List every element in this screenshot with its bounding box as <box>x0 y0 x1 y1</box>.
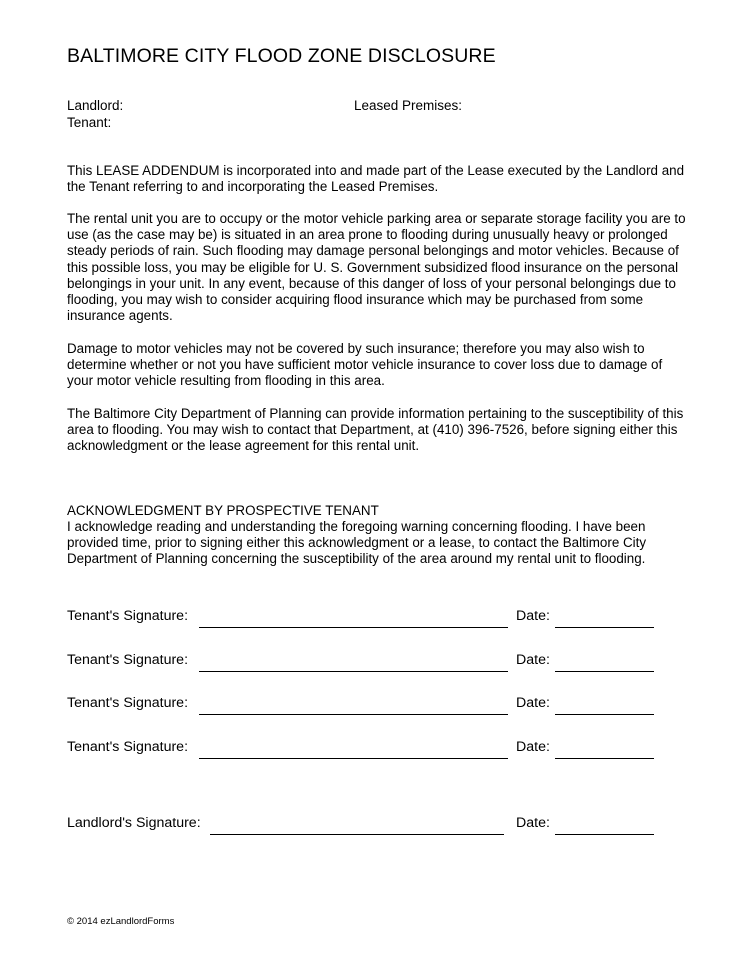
landlord-label: Landlord: <box>67 98 124 113</box>
date-line[interactable] <box>555 671 654 672</box>
landlord-signature-line[interactable] <box>210 834 504 835</box>
date-line[interactable] <box>555 758 654 759</box>
tenant-signature-row <box>67 652 667 672</box>
date-label: Date: <box>516 608 550 624</box>
tenant-signature-line[interactable] <box>199 758 508 759</box>
tenant-signature-line[interactable] <box>199 714 508 715</box>
date-label: Date: <box>516 695 550 711</box>
tenant-signature-row <box>67 739 667 759</box>
leased-premises-label: Leased Premises: <box>354 98 463 113</box>
paragraph-flood-risk: The rental unit you are to occupy or the motor vehicle parking area or separate storage facility you are to use (as the case may be) is situated in an area prone to flooding during unusually heavy or prolonged steady periods of rain. Such flooding may damage personal belongings and motor vehicles. Because of this possible loss, you may be eligible for U. S. Government subsidized flood insurance on the personal belongings in your unit. In any event, because of this danger of loss of your personal belongings due to flooding, you may wish to consider acquiring flood insurance which may be purchased from some insurance agents. <box>67 211 686 324</box>
date-label: Date: <box>516 739 550 755</box>
landlord-signature-label: Landlord's Signature: <box>67 815 201 831</box>
date-line[interactable] <box>555 834 654 835</box>
page-title: BALTIMORE CITY FLOOD ZONE DISCLOSURE <box>67 45 496 67</box>
landlord-signature-row <box>67 815 667 835</box>
date-label: Date: <box>516 815 550 831</box>
acknowledgment-text: I acknowledge reading and understanding the foregoing warning concerning flooding. I have been provided time, prior to signing either this acknowledgment or a lease, to contact the Baltimore City Department of Planning concerning the susceptibility of the area around my rental unit to flooding. <box>67 519 647 567</box>
paragraph-motor-vehicles: Damage to motor vehicles may not be covered by such insurance; therefore you may also wish to determine whether or not you have sufficient motor vehicle insurance to cover loss due to damage of your motor vehicle resulting from flooding in this area. <box>67 341 663 389</box>
date-line[interactable] <box>555 627 654 628</box>
tenant-signature-label: Tenant's Signature: <box>67 739 189 755</box>
tenant-signature-line[interactable] <box>199 627 508 628</box>
tenant-signature-row <box>67 695 667 715</box>
tenant-signature-label: Tenant's Signature: <box>67 652 189 668</box>
date-label: Date: <box>516 652 550 668</box>
copyright-footer: © 2014 ezLandlordForms <box>67 916 175 927</box>
tenant-signature-label: Tenant's Signature: <box>67 608 189 624</box>
tenant-signature-line[interactable] <box>199 671 508 672</box>
paragraph-addendum: This LEASE ADDENDUM is incorporated into and made part of the Lease executed by the Landlord and the Tenant referring to and incorporating the Leased Premises. <box>67 163 685 195</box>
tenant-signature-label: Tenant's Signature: <box>67 695 189 711</box>
date-line[interactable] <box>555 714 654 715</box>
paragraph-department-of-planning: The Baltimore City Department of Planning can provide information pertaining to the susceptibility of this area to flooding. You may wish to contact that Department, at (410) 396-7526, before signing either this acknowledgment or the lease agreement for this rental unit. <box>67 406 684 454</box>
tenant-signature-row <box>67 608 667 628</box>
acknowledgment-heading: ACKNOWLEDGMENT BY PROSPECTIVE TENANT <box>67 503 379 518</box>
tenant-label: Tenant: <box>67 115 112 130</box>
